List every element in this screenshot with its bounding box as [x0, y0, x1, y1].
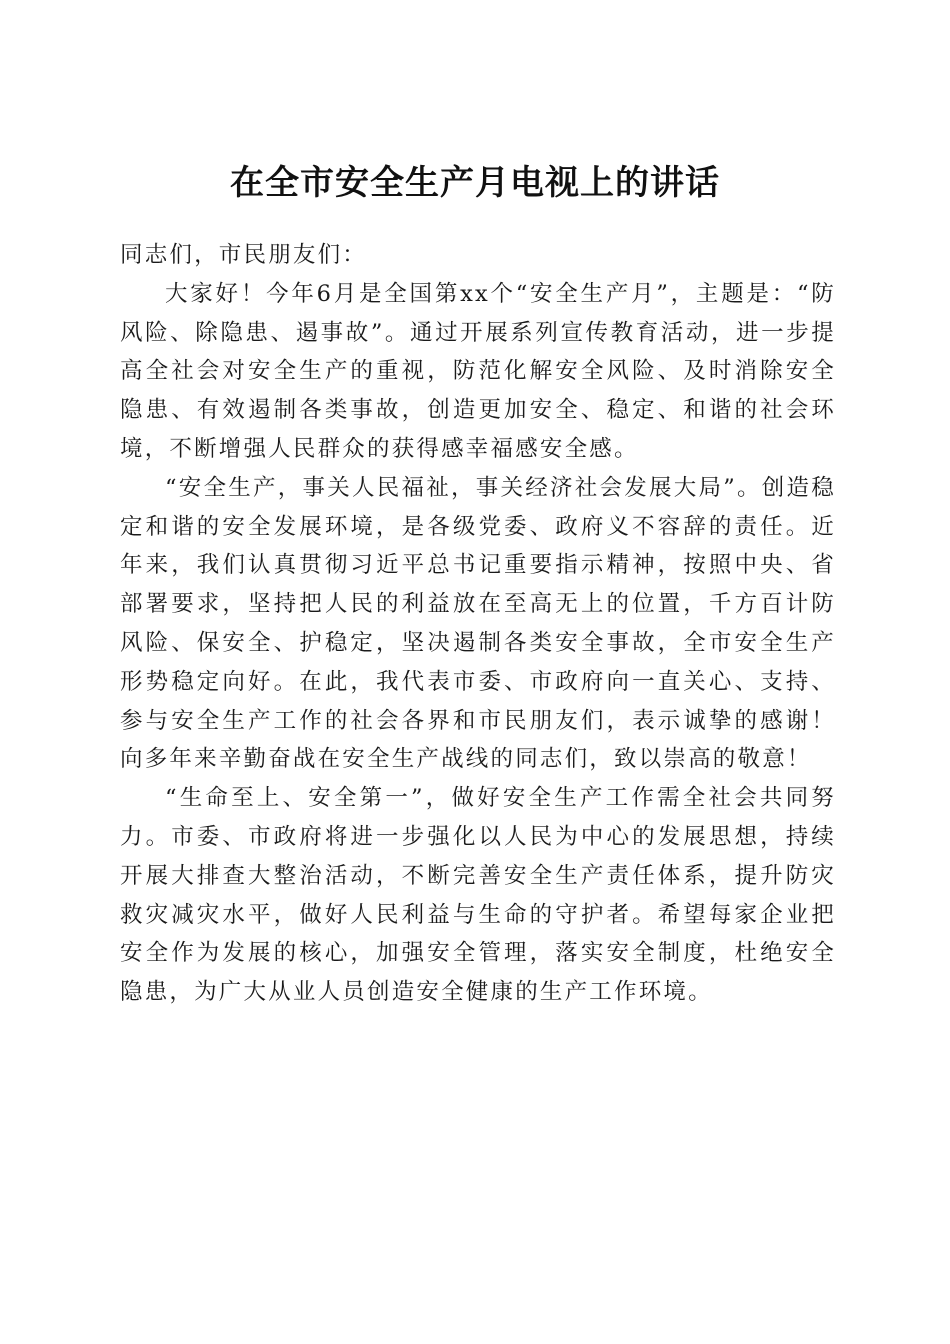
document-title: 在全市安全生产月电视上的讲话 — [230, 162, 720, 203]
paragraph: 大家好！今年6月是全国第xx个“安全生产月”，主题是：“防风险、除隐患、遏事故”。通过开展系列宣传教育活动，进一步提高全社会对安全生产的重视，防范化解安全风险、及时消除安全隐患、有效遏制各类事故，创造更加安全、稳定、和谐的社会环境，不断增强人民群众的获得感幸福感安全感。 — [120, 280, 836, 462]
paragraph: “生命至上、安全第一”，做好安全生产工作需全社会共同努力。市委、市政府将进一步强化以人民为中心的发展思想，持续开展大排查大整治活动，不断完善安全生产责任体系，提升防灾救灾减灾水平，做好人民利益与生命的守护者。希望每家企业把安全作为发展的核心，加强安全管理，落实安全制度，杜绝安全隐患，为广大从业人员创造安全健康的生产工作环境。 — [120, 785, 836, 1006]
document-body — [120, 236, 836, 1012]
paragraph: “安全生产，事关人民福祉，事关经济社会发展大局”。创造稳定和谐的安全发展环境，是各级党委、政府义不容辞的责任。近年来，我们认真贯彻习近平总书记重要指示精神，按照中央、省部署要求，坚持把人民的利益放在至高无上的位置，千方百计防风险、保安全、护稳定，坚决遏制各类安全事故，全市安全生产形势稳定向好。在此，我代表市委、市政府向一直关心、支持、参与安全生产工作的社会各界和市民朋友们，表示诚挚的感谢！向多年来辛勤奋战在安全生产战线的同志们，致以崇高的敬意！ — [120, 474, 836, 773]
salutation: 同志们，市民朋友们： — [120, 242, 368, 268]
